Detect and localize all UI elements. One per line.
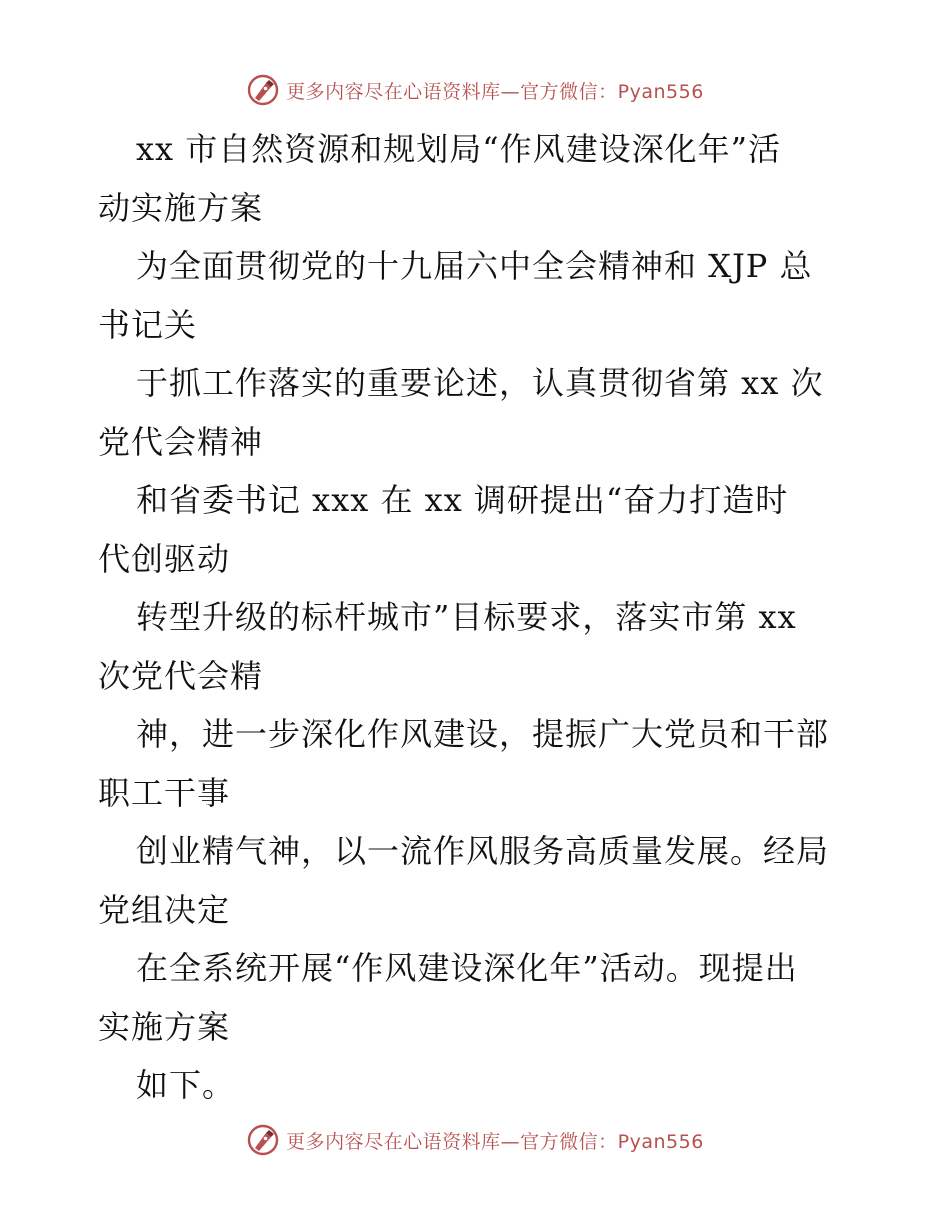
header-watermark-text: 更多内容尽在心语资料库—官方微信：Pyan556: [286, 80, 704, 103]
footer-watermark-inner: [246, 1123, 704, 1157]
document-line: 代创驱动: [98, 539, 231, 578]
pen-nib-logo-icon: [246, 73, 280, 107]
document-line: 书记关: [98, 305, 198, 344]
footer-watermark-text: 更多内容尽在心语资料库—官方微信：Pyan556: [286, 1130, 704, 1153]
document-line: 党代会精神: [98, 422, 264, 461]
document-line: 和省委书记 xxx 在 xx 调研提出“奋力打造时: [136, 481, 789, 519]
document-line: 如下。: [136, 1066, 236, 1104]
document-line: 次党代会精: [98, 656, 264, 695]
footer-watermark: [0, 1120, 950, 1160]
pen-nib-logo-icon: [246, 1123, 280, 1157]
document-line: 神，进一步深化作风建设，提振广大党员和干部: [136, 715, 830, 753]
header-watermark-inner: [246, 73, 704, 107]
header-watermark: [0, 70, 950, 110]
document-body: [98, 120, 868, 1115]
document-line: xx 市自然资源和规划局“作风建设深化年”活: [136, 130, 781, 168]
document-line: 党组决定: [98, 890, 231, 929]
document-line: 在全系统开展“作风建设深化年”活动。现提出: [136, 949, 798, 987]
document-line: 创业精气神，以一流作风服务高质量发展。经局: [136, 832, 830, 870]
document-line: 为全面贯彻党的十九届六中全会精神和 XJP 总: [136, 247, 813, 285]
document-line: 实施方案: [98, 1007, 231, 1046]
document-line: 职工干事: [98, 773, 231, 812]
document-line: 转型升级的标杆城市”目标要求，落实市第 xx: [136, 598, 797, 636]
document-line: 于抓工作落实的重要论述，认真贯彻省第 xx 次: [136, 364, 824, 402]
document-line: 动实施方案: [98, 188, 264, 227]
